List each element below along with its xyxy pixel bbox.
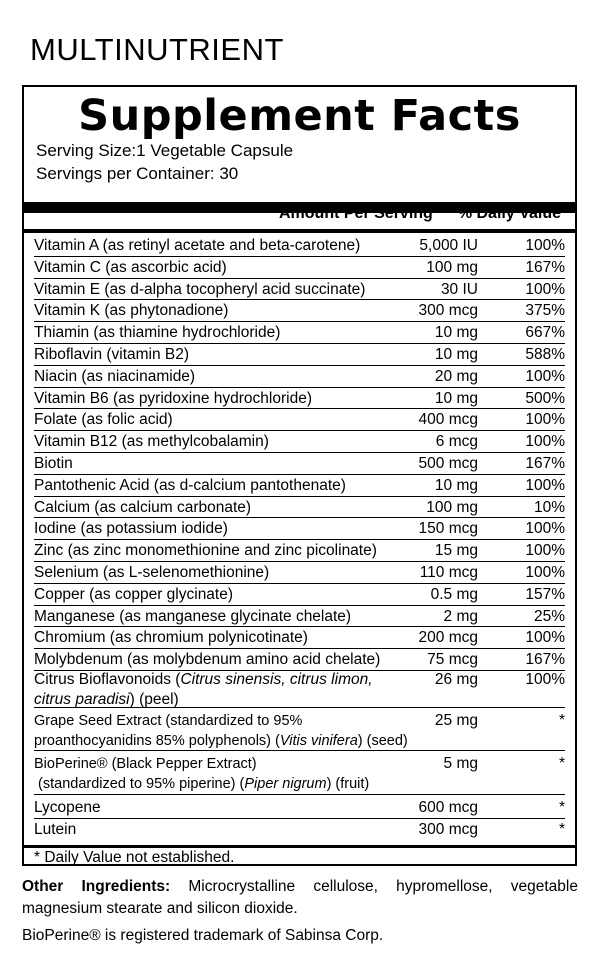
- nutrient-row: [34, 322, 565, 344]
- nutrient-row: [34, 431, 565, 453]
- nutrient-row-bioperine: [34, 752, 565, 795]
- nutrient-amount: 10 mg: [434, 389, 478, 407]
- nutrient-name: Vitamin C (as ascorbic acid): [34, 258, 227, 276]
- nutrient-row: [34, 540, 565, 562]
- nutrient-amount: 200 mcg: [418, 629, 478, 647]
- nutrient-daily-value: 100%: [525, 629, 565, 647]
- nutrient-row: [34, 475, 565, 497]
- nutrient-amount: 20 mg: [434, 367, 478, 385]
- nutrient-name: Vitamin A (as retinyl acetate and beta-carotene): [34, 237, 361, 254]
- medium-divider: [24, 229, 575, 233]
- nutrient-daily-value: 100%: [525, 237, 565, 254]
- nutrient-daily-value: 667%: [525, 324, 565, 342]
- nutrient-name: Grape Seed Extract (standardized to 95% proanthocyanidins 85% polyphenols) (Vitis vinifera) (seed): [34, 713, 408, 749]
- nutrient-amount: 15 mg: [434, 542, 478, 560]
- panel-title: Supplement Facts: [78, 91, 521, 141]
- nutrient-amount: 2 mg: [443, 607, 478, 625]
- nutrient-daily-value: 100%: [525, 520, 565, 538]
- nutrient-amount: 100 mg: [426, 498, 478, 516]
- servings-per-container: Servings per Container: 30: [36, 164, 239, 183]
- nutrient-row: [34, 279, 565, 301]
- nutrient-row: [34, 606, 565, 628]
- nutrient-amount: 5,000 IU: [419, 237, 478, 254]
- nutrient-row-lutein: [34, 819, 565, 841]
- nutrient-daily-value: 100%: [525, 367, 565, 385]
- nutrient-daily-value: 100%: [525, 280, 565, 298]
- nutrient-daily-value: 100%: [525, 564, 565, 581]
- nutrient-amount: 150 mcg: [418, 520, 478, 538]
- nutrient-daily-value: 10%: [533, 498, 565, 516]
- nutrient-amount: 25 mg: [434, 712, 478, 729]
- nutrient-amount: 400 mcg: [418, 411, 478, 429]
- nutrient-name: Pantothenic Acid (as d-calcium pantothenate): [34, 476, 346, 494]
- nutrient-amount: 5 mg: [443, 755, 478, 772]
- nutrient-name: Riboflavin (vitamin B2): [34, 346, 190, 363]
- nutrient-amount: 10 mg: [434, 346, 478, 363]
- nutrient-amount: 600 mcg: [418, 799, 478, 816]
- nutrient-amount: 75 mcg: [427, 651, 478, 669]
- nutrient-name: Selenium (as L-selenomethionine): [34, 564, 270, 581]
- nutrient-daily-value: 100%: [525, 542, 565, 560]
- other-ingredients: [22, 876, 578, 920]
- nutrient-row-grape-seed: [34, 709, 565, 751]
- other-ingredients-label: Other Ingredients:: [22, 878, 171, 895]
- nutrient-daily-value: 100%: [525, 411, 565, 429]
- nutrient-row: [34, 366, 565, 388]
- nutrient-name: Citrus Bioflavonoids (Citrus sinensis, citrus limon, citrus paradisi) (peel): [34, 671, 373, 708]
- nutrient-row: [34, 649, 565, 671]
- nutrient-amount: 0.5 mg: [430, 585, 478, 603]
- nutrient-daily-value: 100%: [525, 433, 565, 451]
- nutrient-row-citrus: [34, 670, 565, 708]
- nutrient-name: Thiamin (as thiamine hydrochloride): [34, 324, 281, 342]
- nutrient-name: Molybdenum (as molybdenum amino acid chelate): [34, 651, 381, 669]
- nutrient-name: Vitamin B6 (as pyridoxine hydrochloride): [34, 389, 312, 407]
- nutrient-row: [34, 388, 565, 410]
- nutrient-daily-value: 167%: [525, 258, 565, 276]
- nutrient-name: Manganese (as manganese glycinate chelate): [34, 607, 352, 625]
- product-name: MULTINUTRIENT: [30, 32, 284, 67]
- nutrient-daily-value: *: [558, 799, 565, 816]
- nutrient-daily-value: 167%: [525, 455, 565, 472]
- nutrient-row-lycopene: [34, 797, 565, 819]
- nutrient-row: [34, 497, 565, 519]
- nutrient-daily-value: 25%: [533, 607, 565, 625]
- nutrient-name: Calcium (as calcium carbonate): [34, 498, 252, 516]
- nutrient-name: Lycopene: [34, 799, 101, 816]
- nutrient-amount: 10 mg: [434, 324, 478, 342]
- nutrient-row: [34, 518, 565, 540]
- serving-size: Serving Size:1 Vegetable Capsule: [36, 141, 294, 160]
- nutrient-row: [34, 344, 565, 366]
- nutrient-name: Vitamin E (as d-alpha tocopheryl acid succinate): [34, 280, 366, 298]
- nutrient-amount: 100 mg: [426, 258, 478, 276]
- nutrient-name: Biotin: [34, 455, 73, 472]
- nutrient-amount: 110 mcg: [419, 564, 478, 581]
- nutrient-row: [34, 409, 565, 431]
- nutrient-daily-value: *: [558, 712, 565, 729]
- nutrient-name: BioPerine® (Black Pepper Extract) (standardized to 95% piperine) (Piper nigrum) (fruit): [34, 756, 370, 792]
- nutrient-name: Niacin (as niacinamide): [34, 367, 196, 385]
- trademark-note: BioPerine® is registered trademark of Sabinsa Corp.: [22, 927, 384, 944]
- nutrient-name: Iodine (as potassium iodide): [34, 520, 228, 538]
- nutrient-amount: 30 IU: [440, 280, 478, 298]
- nutrient-row: [34, 235, 565, 257]
- nutrient-row: [34, 562, 565, 584]
- nutrient-daily-value: *: [558, 821, 565, 838]
- nutrient-name: Vitamin K (as phytonadione): [34, 302, 229, 320]
- nutrient-daily-value: 500%: [525, 389, 565, 407]
- header-amount: Amount Per Serving: [279, 205, 433, 222]
- nutrient-daily-value: 375%: [525, 302, 565, 320]
- nutrient-name: Folate (as folic acid): [34, 411, 173, 429]
- nutrient-amount: 300 mcg: [418, 302, 478, 320]
- nutrient-name: Lutein: [34, 821, 77, 838]
- nutrient-name: Chromium (as chromium polynicotinate): [34, 629, 308, 647]
- nutrient-row: [34, 453, 565, 475]
- nutrient-row: [34, 257, 565, 279]
- nutrient-name: Zinc (as zinc monomethionine and zinc picolinate): [34, 542, 377, 560]
- other-ingredients-text: Microcrystalline cellulose, hypromellose, vegetable magnesium stearate and silicon dioxide.: [22, 878, 578, 917]
- nutrient-daily-value: 167%: [525, 651, 565, 669]
- footnote: * Daily Value not established.: [34, 849, 235, 866]
- nutrient-daily-value: 157%: [525, 585, 565, 603]
- nutrient-daily-value: 588%: [525, 346, 565, 363]
- nutrient-row: [34, 300, 565, 322]
- header-daily-value: % Daily Value: [457, 205, 561, 222]
- nutrient-amount: 300 mcg: [418, 821, 478, 838]
- nutrient-amount: 10 mg: [434, 476, 478, 494]
- nutrient-row: [34, 627, 565, 649]
- nutrient-amount: 26 mg: [434, 671, 478, 688]
- nutrient-amount: 500 mcg: [418, 455, 478, 472]
- nutrient-row: [34, 584, 565, 606]
- nutrient-daily-value: 100%: [525, 476, 565, 494]
- footer-divider: [24, 845, 575, 848]
- nutrient-daily-value: *: [558, 755, 565, 772]
- nutrient-name: Vitamin B12 (as methylcobalamin): [34, 433, 269, 451]
- supplement-facts-panel: [22, 85, 577, 866]
- nutrient-daily-value: 100%: [525, 671, 565, 688]
- nutrient-amount: 6 mcg: [435, 433, 478, 451]
- nutrient-name: Copper (as copper glycinate): [34, 585, 234, 603]
